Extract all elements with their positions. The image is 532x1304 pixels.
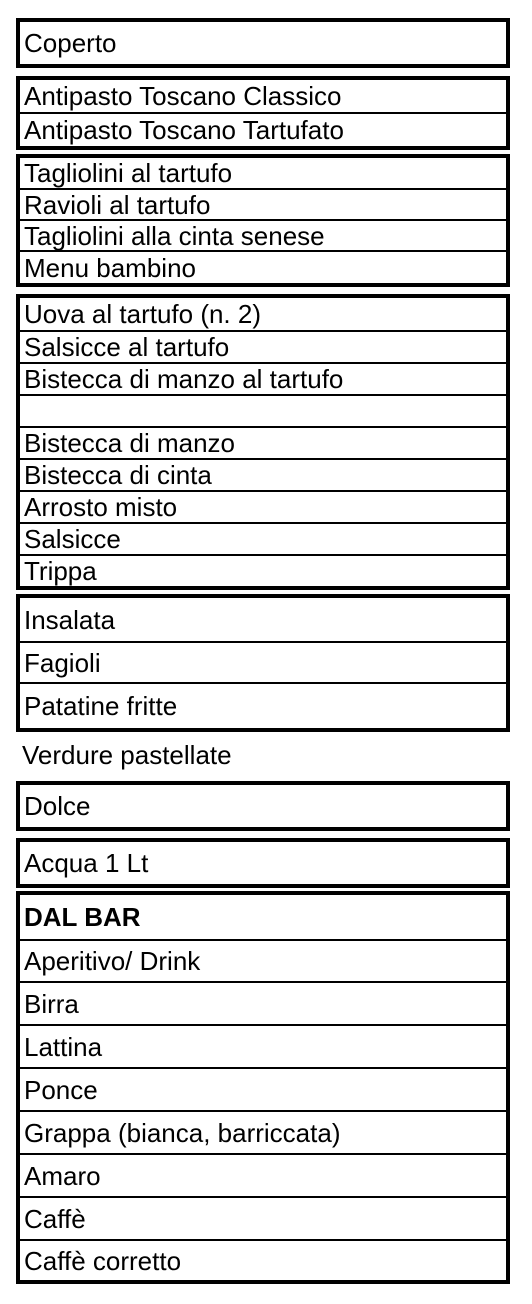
menu-item: Caffè corretto <box>24 1245 182 1276</box>
menu-item: Acqua 1 Lt <box>24 848 149 878</box>
menu-item: Antipasto Toscano Classico <box>20 80 506 114</box>
menu-item-empty <box>20 396 506 428</box>
menu-section-acqua <box>16 838 510 888</box>
menu-section-contorni <box>16 594 510 732</box>
menu-item: Bistecca di manzo <box>20 428 506 460</box>
menu-item: Antipasto Toscano Tartufato <box>24 115 344 145</box>
section-heading-bar: DAL BAR <box>20 895 506 941</box>
menu-item: Menu bambino <box>24 252 196 283</box>
menu-item: Tagliolini al tartufo <box>20 158 506 190</box>
menu-item: Tagliolini alla cinta senese <box>20 221 506 252</box>
menu-item: Arrosto misto <box>20 492 506 524</box>
menu-item: Lattina <box>20 1026 506 1069</box>
menu-section-antipasti <box>16 76 510 150</box>
menu-item: Caffè <box>20 1198 506 1241</box>
menu-item: Patatine fritte <box>24 691 178 721</box>
menu-item: Fagioli <box>20 643 506 684</box>
menu-section-coperto <box>16 18 510 68</box>
menu-item: Salsicce al tartufo <box>20 332 506 364</box>
menu-item: Ravioli al tartufo <box>20 190 506 221</box>
menu-section-secondi <box>16 294 510 590</box>
menu-item: Trippa <box>24 556 97 586</box>
menu-section-primi <box>16 154 510 287</box>
menu-item-verdure: Verdure pastellate <box>22 740 232 770</box>
menu-section-dolce <box>16 781 510 831</box>
menu-item: Bistecca di cinta <box>20 460 506 492</box>
menu-item: Coperto <box>24 28 117 58</box>
menu-item: Ponce <box>20 1069 506 1112</box>
menu-item: Amaro <box>20 1155 506 1198</box>
menu-item: Bistecca di manzo al tartufo <box>20 364 506 396</box>
menu-item: Uova al tartufo (n. 2) <box>20 298 506 332</box>
menu-item: Dolce <box>24 791 91 821</box>
menu-item: Insalata <box>20 598 506 643</box>
menu-item: Salsicce <box>20 524 506 556</box>
menu-item: Aperitivo/ Drink <box>20 941 506 983</box>
menu-section-bar <box>16 891 510 1284</box>
menu-item: Grappa (bianca, barriccata) <box>20 1112 506 1155</box>
menu-item: Birra <box>20 983 506 1026</box>
